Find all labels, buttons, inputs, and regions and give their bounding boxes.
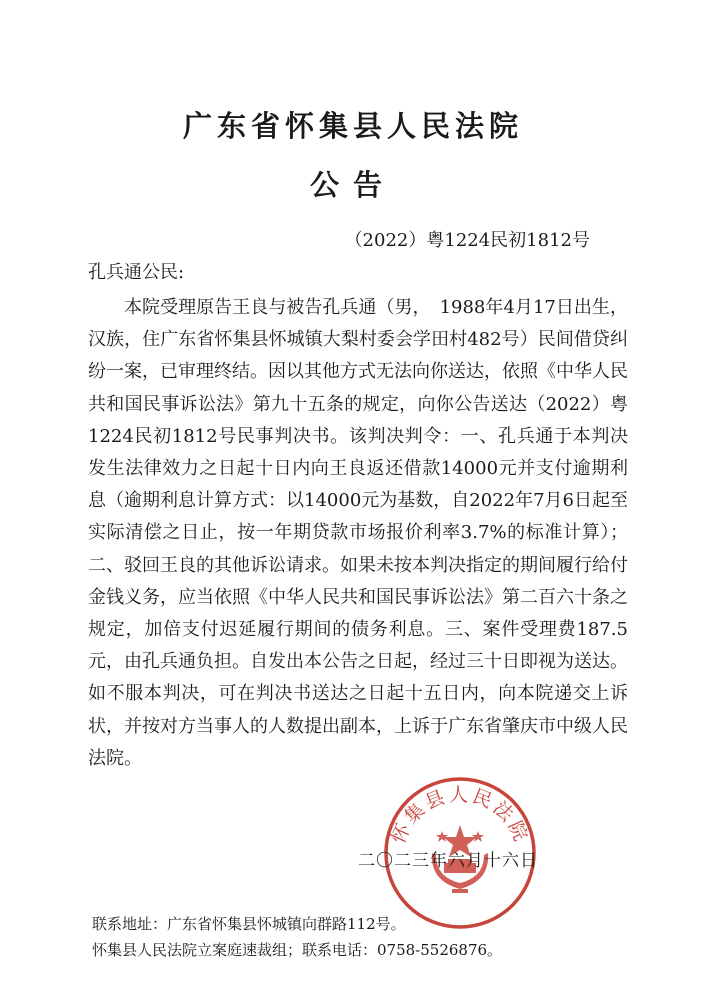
contact-address: 联系地址：广东省怀集县怀城镇向群路112号。	[92, 915, 406, 933]
contact-phone: 怀集县人民法院立案庭速裁组；联系电话：0758-5526876。	[92, 941, 503, 959]
court-title: 广东省怀集县人民法院	[182, 109, 523, 143]
seal-text: 怀集县人民法院	[387, 784, 533, 847]
case-number: （2022）粤1224民初1812号	[344, 230, 590, 251]
issue-date: 二〇二三年六月十六日	[358, 851, 538, 871]
document-type-title: 公告	[309, 168, 396, 202]
salutation: 孔兵通公民:	[88, 262, 185, 283]
announcement-body: 本院受理原告王良与被告孔兵通（男， 1988年4月17日出生，汉族，住广东省怀集县怀城镇大梨村委会学田村482号）民间借贷纠纷一案，已审理终结。因以其他方式无法向你送达，依照《中华人民共和国民事诉讼法》第九十五条的规定，向你公告送达（2022）粤1224民初1812号民事判决书。该判决判令：一、孔兵通于本判决发生法律效力之日起十日内向王良返还借款14000元并支付逾期利息（逾期利息计算方式：以14000元为基数，自2022年7月6日起至实际清偿之日止，按一年期贷款市场报价利率3.7%的标准计算）；二、驳回王良的其他诉讼请求。如果未按本判决指定的期间履行给付金钱义务，应当依照《中华人民共和国民事诉讼法》第二百六十条之规定，加倍支付迟延履行期间的债务利息。三、案件受理费187.5元，由孔兵通负担。自发出本公告之日起，经过三十日即视为送达。如不服本判决，可在判决书送达之日起十五日内，向本院递交上诉状，并按对方当事人的人数提出副本，上诉于广东省肇庆市中级人民法院。	[88, 297, 628, 769]
